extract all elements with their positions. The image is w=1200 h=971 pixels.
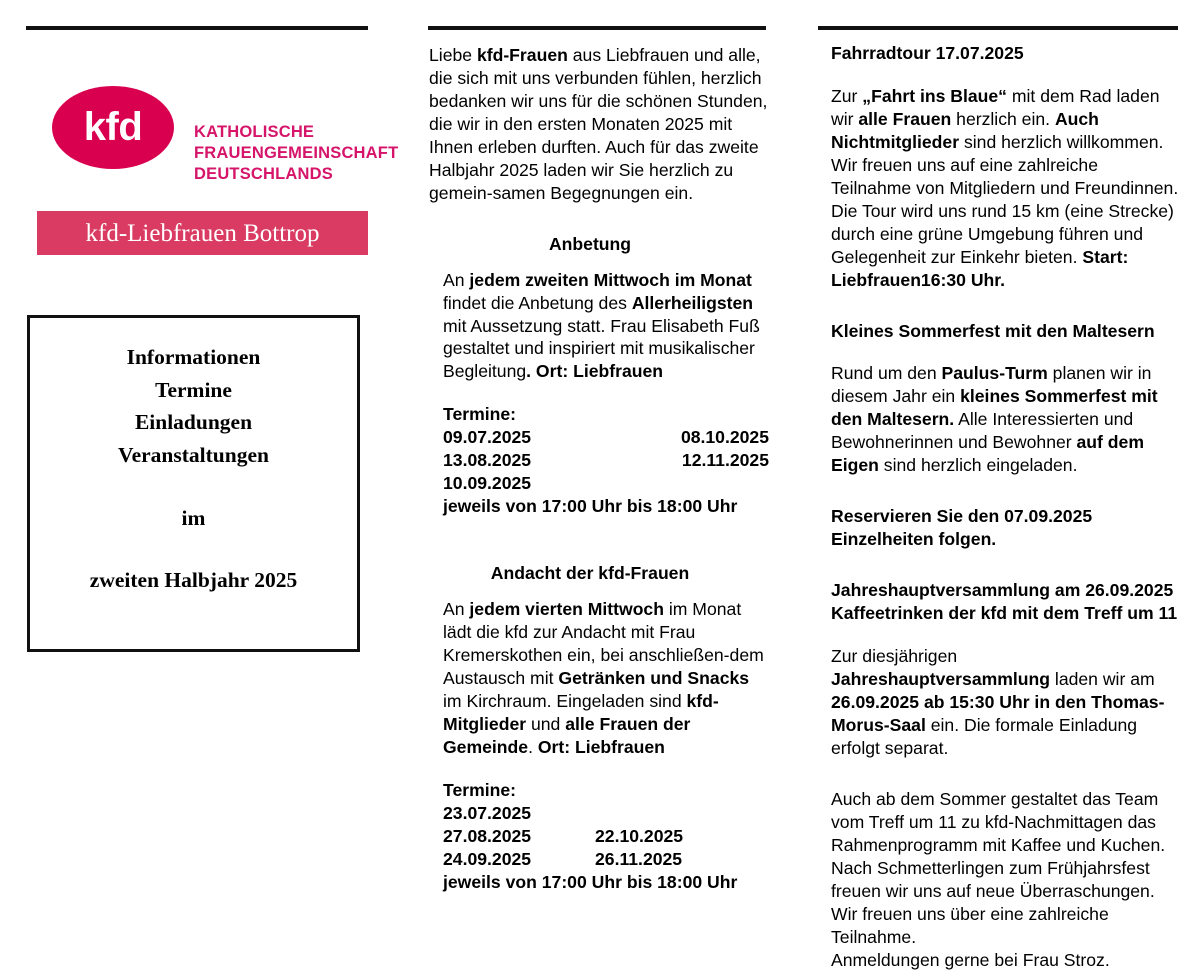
section-heading-sommerfest: Kleines Sommerfest mit den Maltesern (831, 320, 1179, 343)
anbetung-termine-label: Termine: (443, 403, 769, 426)
andacht-text-3: im Kirchraum. Eingeladen sind (443, 691, 687, 711)
andacht-date-left-1: 23.07.2025 (443, 802, 595, 825)
spacer-before-anbetung-termine (429, 383, 769, 403)
jhv-text-3: ein. Die formale Einladung erfolgt separat. (831, 715, 1137, 758)
anbetung-termine-row-2 (443, 449, 769, 472)
spacer-andacht-heading (429, 585, 769, 598)
info-line-veranstaltungen: Veranstaltungen (30, 439, 357, 472)
anbetung-bold-1: jedem zweiten Mittwoch im Monat (469, 270, 752, 290)
sommerfest-paragraph (831, 362, 1179, 477)
fahrradtour-text-2: mit dem Rad laden wir (831, 86, 1160, 129)
info-line-einladungen: Einladungen (30, 406, 357, 439)
jhv-text-1: Zur diesjährigen (831, 646, 957, 666)
andacht-bold-3: kfd-Mitglieder (443, 691, 719, 734)
sommerfest-bold-1: Paulus-Turm (942, 363, 1048, 383)
andacht-date-right-3: 26.11.2025 (595, 848, 769, 871)
andacht-times: jeweils von 17:00 Uhr bis 18:00 Uhr (443, 871, 769, 894)
fahrradtour-text-3: herzlich ein. (951, 109, 1055, 129)
reservieren-line-2: Einzelheiten folgen. (831, 528, 1179, 551)
spacer-before-jhv (831, 551, 1179, 579)
anbetung-termine-row-1 (443, 426, 769, 449)
treff-paragraph: Auch ab dem Sommer gestaltet das Team vom Treff um 11 zu kfd-Nachmittagen das Rahmenprogramm mit Kaffee und Kuchen. Nach Schmetterlingen zum Frühjahrsfest freuen wir uns auf neue Überraschungen. Wir freuen uns über eine zahlreiche Teilnahme. (831, 788, 1179, 949)
jhv-text-2: laden wir am (1050, 669, 1155, 689)
jhv-heading-line-1: Jahreshauptversammlung am 26.09.2025 (831, 579, 1179, 602)
column-rule-middle (428, 26, 766, 30)
andacht-text-5: . (528, 737, 538, 757)
section-heading-andacht: Andacht der kfd-Frauen (429, 562, 769, 585)
andacht-termine-row-1 (443, 802, 769, 825)
info-box-gap-1 (30, 472, 357, 502)
spacer-fahrradtour-heading (831, 65, 1179, 85)
jhv-heading-line-2: Kaffeetrinken der kfd mit dem Treff um 11 (831, 602, 1179, 625)
information-box (27, 315, 360, 652)
anbetung-date-left-2: 13.08.2025 (443, 449, 651, 472)
anbetung-date-left-3: 10.09.2025 (443, 472, 651, 495)
reservieren-line-1: Reservieren Sie den 07.09.2025 (831, 505, 1179, 528)
section-heading-anbetung: Anbetung (429, 233, 769, 256)
andacht-date-left-3: 24.09.2025 (443, 848, 595, 871)
section-heading-fahrradtour: Fahrradtour 17.07.2025 (831, 42, 1179, 65)
anbetung-date-right-2: 12.11.2025 (651, 449, 769, 472)
anbetung-text-1: An (443, 270, 469, 290)
fahrradtour-text-4: sind herzlich willkommen. Wir freuen uns auf eine zahlreiche Teilnahme von Mitgliedern und Freundinnen. Die Tour wird uns rund 15 km (eine Strecke) durch eine grüne Umgebung führen und Gelegenheit zur Einkehr bieten. (831, 132, 1178, 267)
fahrradtour-text-1: Zur (831, 86, 862, 106)
spacer-before-treff (831, 760, 1179, 788)
kfd-logo-ellipse-icon (52, 86, 174, 169)
anbetung-termine-block (429, 403, 769, 518)
andacht-termine-label: Termine: (443, 779, 769, 802)
anbetung-paragraph (429, 269, 769, 384)
intro-paragraph (429, 44, 769, 205)
kfd-logo-mark-text: kfd (52, 107, 174, 147)
info-line-termine: Termine (30, 374, 357, 407)
info-line-halbjahr: zweiten Halbjahr 2025 (30, 564, 357, 597)
fahrradtour-bold-2: alle Frauen (858, 109, 951, 129)
andacht-bold-1: jedem vierten Mittwoch (469, 599, 664, 619)
column-middle (429, 44, 769, 894)
info-line-im: im (30, 502, 357, 535)
sommerfest-bold-2: kleines Sommerfest mit den Maltesern. (831, 386, 1158, 429)
andacht-date-left-2: 27.08.2025 (443, 825, 595, 848)
column-rule-left (26, 26, 368, 30)
spacer-between-sections (429, 518, 769, 562)
andacht-bold-5: Ort: Liebfrauen (538, 737, 665, 757)
jhv-bold-1: Jahreshauptversammlung (831, 669, 1050, 689)
anbetung-date-right-3 (651, 472, 769, 495)
fahrradtour-bold-4: Start: Liebfrauen16:30 Uhr. (831, 247, 1128, 290)
kfd-logo (26, 78, 371, 188)
andacht-date-right-2: 22.10.2025 (595, 825, 769, 848)
anbetung-date-right-1: 08.10.2025 (651, 426, 769, 449)
sommerfest-text-3: Alle Interessierten und Bewohnerinnen und Bewohner (831, 409, 1133, 452)
andacht-termine-row-3 (443, 848, 769, 871)
kfd-wordmark-line-3: DEUTSCHLANDS (194, 164, 398, 185)
fahrradtour-paragraph (831, 85, 1179, 292)
anbetung-text-3: mit Aussetzung statt. Frau Elisabeth Fuß gestaltet und inspiriert mit musikalischer Begleitung (443, 316, 760, 382)
sommerfest-text-4: sind herzlich eingeladen. (879, 455, 1078, 475)
anbetung-text-2: findet die Anbetung des (443, 293, 632, 313)
andacht-bold-4: alle Frauen der Gemeinde (443, 714, 690, 757)
fahrradtour-bold-3: Auch Nichtmitglieder (831, 109, 1099, 152)
sommerfest-bold-3: auf dem Eigen (831, 432, 1144, 475)
spacer-before-andacht-termine (429, 759, 769, 779)
column-rule-right (818, 26, 1178, 30)
anbetung-times: jeweils von 17:00 Uhr bis 18:00 Uhr (443, 495, 769, 518)
andacht-date-right-1 (595, 802, 769, 825)
andacht-text-2: im Monat lädt die kfd zur Andacht mit Frau Kremerskothen ein, bei anschließen-dem Austausch mit (443, 599, 764, 688)
information-box-lines (30, 341, 357, 597)
andacht-termine-row-2 (443, 825, 769, 848)
column-right (831, 42, 1179, 971)
intro-text-2: aus Liebfrauen und alle, die sich mit uns verbunden fühlen, herzlich bedanken wir uns für die schönen Stunden, die wir in den ersten Monaten 2025 mit Ihnen erleben durften. Auch für das zweite Halbjahr 2025 laden wir Sie herzlich zu gemein-samen Begegnungen ein. (429, 45, 767, 203)
jhv-bold-2: 26.09.2025 ab 15:30 Uhr in den Thomas-Morus-Saal (831, 692, 1164, 735)
spacer-after-intro (429, 205, 769, 233)
andacht-paragraph (429, 598, 769, 759)
spacer-jhv-heading (831, 625, 1179, 645)
intro-text-1: Liebe (429, 45, 477, 65)
andacht-bold-2: Getränken und Snacks (558, 668, 749, 688)
sommerfest-text-2: planen wir in diesem Jahr ein (831, 363, 1151, 406)
kfd-logo-wordmark (194, 122, 398, 184)
anbetung-bold-2: Allerheiligsten (632, 293, 753, 313)
spacer-after-fahrradtour (831, 292, 1179, 320)
anmeldungen-line: Anmeldungen gerne bei Frau Stroz. (831, 949, 1179, 971)
anbetung-date-left-1: 09.07.2025 (443, 426, 651, 449)
spacer-sommerfest-heading (831, 342, 1179, 362)
info-line-informationen: Informationen (30, 341, 357, 374)
anbetung-bold-3: . Ort: Liebfrauen (526, 361, 663, 381)
andacht-termine-block (429, 779, 769, 894)
andacht-text-1: An (443, 599, 469, 619)
kfd-wordmark-line-1: KATHOLISCHE (194, 122, 398, 143)
parish-banner-label: kfd-Liebfrauen Bottrop (86, 221, 320, 246)
kfd-wordmark-line-2: FRAUENGEMEINSCHAFT (194, 143, 398, 164)
spacer-anbetung-heading (429, 256, 769, 269)
parish-banner (37, 211, 368, 255)
intro-bold-1: kfd-Frauen (477, 45, 568, 65)
andacht-text-4: und (526, 714, 565, 734)
info-box-gap-2 (30, 534, 357, 564)
spacer-before-reservieren (831, 477, 1179, 505)
jhv-paragraph (831, 645, 1179, 760)
sommerfest-text-1: Rund um den (831, 363, 942, 383)
anbetung-termine-row-3 (443, 472, 769, 495)
fahrradtour-bold-1: „Fahrt ins Blaue“ (862, 86, 1007, 106)
column-left (26, 50, 371, 188)
